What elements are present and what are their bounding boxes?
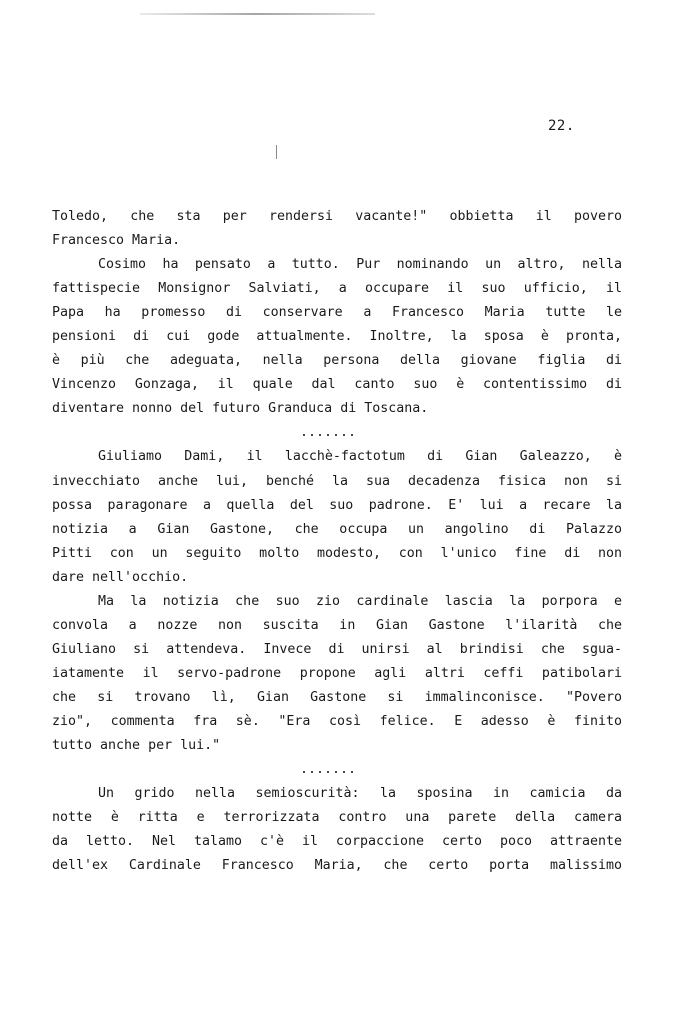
text-line: dare nell'occhio. xyxy=(52,569,189,585)
body-text xyxy=(52,205,622,878)
text-line: invecchiato anche lui, benché la sua decadenza fisica non si xyxy=(52,473,622,489)
text-line: possa paragonare a quella del suo padrone. E' lui a recare la xyxy=(52,497,622,513)
text-line: Pitti con un seguito molto modesto, con l'unico fine di non xyxy=(52,545,622,561)
text-line: pensioni di cui gode attualmente. Inoltre, la sposa è pronta, xyxy=(52,329,622,345)
text-line: da letto. Nel talamo c'è il corpaccione certo poco attraente xyxy=(52,834,622,850)
text-line: convola a nozze non suscita in Gian Gastone l'ilarità che xyxy=(52,617,622,633)
section-separator: ....... xyxy=(300,762,357,778)
text-line: notte è ritta e terrorizzata contro una parete della camera xyxy=(52,810,622,826)
page-number: 22. xyxy=(548,118,575,134)
text-line: diventare nonno del futuro Granduca di Toscana. xyxy=(52,401,429,417)
text-line: Vincenzo Gonzaga, il quale dal canto suo è contentissimo di xyxy=(52,377,622,393)
margin-tick-mark xyxy=(276,145,277,159)
text-line: fattispecie Monsignor Salviati, a occupare il suo ufficio, il xyxy=(52,281,622,297)
text-line: notizia a Gian Gastone, che occupa un angolino di Palazzo xyxy=(52,521,622,537)
text-line: zio", commenta fra sè. "Era così felice. E adesso è finito xyxy=(52,713,622,729)
text-line: tutto anche per lui." xyxy=(52,738,221,754)
text-line: Giuliano si attendeva. Invece di unirsi al brindisi che sgua- xyxy=(52,641,622,657)
text-line: Giuliamo Dami, il lacchè-factotum di Gian Galeazzo, è xyxy=(98,449,622,465)
text-line: Un grido nella semioscurità: la sposina in camicia da xyxy=(98,786,622,802)
text-line: che si trovano lì, Gian Gastone si immalinconisce. "Povero xyxy=(52,689,622,705)
text-line: dell'ex Cardinale Francesco Maria, che certo porta malissimo xyxy=(52,858,622,874)
text-line: Cosimo ha pensato a tutto. Pur nominando un altro, nella xyxy=(98,257,622,273)
text-line: Toledo, che sta per rendersi vacante!" obbietta il povero xyxy=(52,209,622,224)
section-separator: ....... xyxy=(300,425,357,441)
text-line: è più che adeguata, nella persona della giovane figlia di xyxy=(52,353,622,369)
text-line: Francesco Maria. xyxy=(52,233,181,249)
text-line: Ma la notizia che suo zio cardinale lascia la porpora e xyxy=(98,593,622,609)
top-scan-line xyxy=(140,13,375,15)
text-line: Papa ha promesso di conservare a Francesco Maria tutte le xyxy=(52,305,622,321)
text-line: iatamente il servo-padrone propone agli altri ceffi patibolari xyxy=(52,665,622,681)
